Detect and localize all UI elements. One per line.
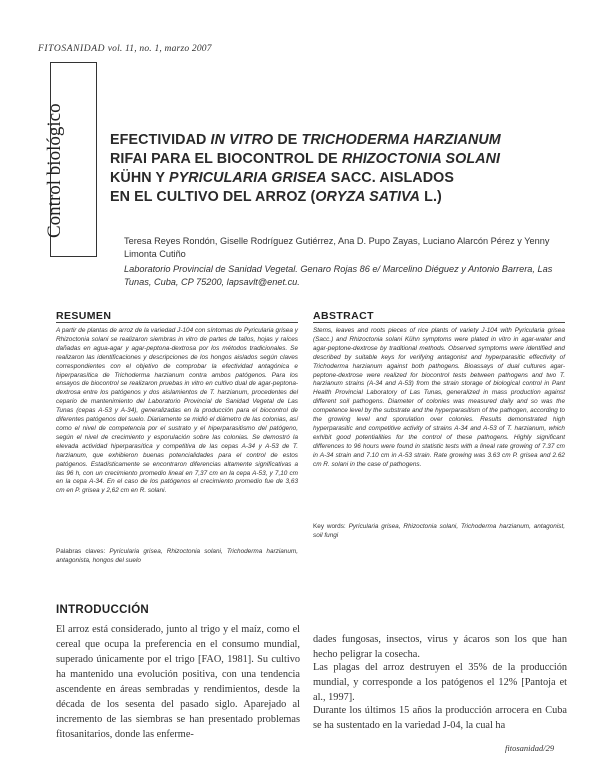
journal-name: FITOSANIDAD xyxy=(38,44,106,54)
title-line-4: EN EL CULTIVO DEL ARROZ (ORYZA SATIVA L.) xyxy=(110,189,442,205)
section-label: Control biológico xyxy=(44,103,65,238)
resumen-heading: RESUMEN xyxy=(56,310,112,322)
journal-header xyxy=(38,44,212,54)
introduccion-paragraph-2: dades fungosas, insectos, virus y ácaros son los que han hecho peligrar la cosecha. xyxy=(313,634,567,660)
resumen-body: A partir de plantas de arroz de la variedad J-104 con síntomas de Pyricularia grisea y Rhizoctonia solani se realizaron siembras in vitro de partes de tallos, hojas y raíces dañadas en agua-agar y agar-peptona-dextrosa por los métodos tradicionales. Se realizaron las identificaciones y descripciones de los hongos aislados según claves correspondientes con el objetivo de comprobar la efectividad antagónica e hiperparasítica de Trichoderma harzianum contra ambos patógenos. Para los ensayos de biocontrol se realizaron pruebas in vitro en cultivo dual de agar-peptona-dextrosa entre los patógenos y dos aislamientos de T. harzianum, procedentes del cepario de mantenimiento del Laboratorio Provincial de Sanidad Vegetal de Las Tunas (cepas A-53 y A-34), generalizadas en la producción para el biocontrol de diferentes patógenos del suelo. Diariamente se midió el diámetro de las colonias, así como el nivel de competencia por el sustrato y el hiperparasitismo del patógeno, según el nivel de crecimiento y esporulación sobre las colonias. Se demostró la elevada actividad hiperparasítica y competitiva de las cepas A-34 y A-53 de T. harzianum, que exhibieron buenas potencialidades para el control de estos patógenos. Estadísticamente se encontraron diferencias altamente significativas a las 96 h, con un crecimiento promedio lineal en 7,37 cm en la cepa A-53, y 7,10 cm en la cepa A-34. En el caso de los patógenos el crecimiento promedio fue de 3,63 cm en P. grisea y 2,62 cm en R. solani. xyxy=(56,327,298,495)
abstract-keywords-values: Pyricularia grisea, Rhizoctonia solani, Trichoderma harzianum, antagonist, soil fungi xyxy=(313,523,565,539)
title-line-1: EFECTIVIDAD IN VITRO DE TRICHODERMA HARZIANUM xyxy=(110,132,501,148)
author-list: Teresa Reyes Rondón, Giselle Rodríguez Gutiérrez, Ana D. Pupo Zayas, Luciano Alarcón Pérez y Yenny Limonta Cutiño xyxy=(124,236,550,259)
abstract-keywords xyxy=(313,523,565,541)
abstract-keywords-label: Key words: xyxy=(313,523,349,530)
article-title xyxy=(110,131,550,207)
abstract-heading: ABSTRACT xyxy=(313,310,374,322)
resumen-keywords-label: Palabras claves: xyxy=(56,548,110,555)
journal-issue: vol. 11, no. 1, marzo 2007 xyxy=(105,44,212,54)
author-affiliation: Laboratorio Provincial de Sanidad Vegetal. Genaro Rojas 86 e/ Marcelino Diéguez y Antonio Barrera, Las Tunas, Cuba, CP 75200, lapsavlt@enet.cu. xyxy=(124,264,553,287)
introduccion-paragraph-4: Durante los últimos 15 años la producción arrocera en Cuba se ha sustentado en la variedad J-04, la cual ha xyxy=(313,705,567,731)
resumen-divider xyxy=(56,322,298,323)
page-number: fitosanidad/29 xyxy=(505,743,555,753)
abstract-divider xyxy=(313,322,565,323)
resumen-keywords xyxy=(56,548,298,566)
title-line-2: RIFAI PARA EL BIOCONTROL DE RHIZOCTONIA SOLANI xyxy=(110,151,501,167)
abstract-body: Stems, leaves and roots pieces of rice plants of variety J-104 with Pyricularia grisea (Sacc.) and Rhizoctonia solani Kühn symptoms were plated in vitro in agar-water and agar-peptone-dextrose by traditional methods. Observed symptoms were identified and described by suitable keys for verifying antagonist and hyperparasitic effectivity of Trichoderma harzianum against both pathogens. Bioassays of dual cultures agar-peptone-dextrose were realized for biocontrol tests between pathogens and two T. harzianum strains (A-34 and A-53) from the strain storage of biological control in Pant Health Provincial Laboratory of Las Tunas, generalized in mass production against different soil pathogens. Diameter of colonies was measured daily and so was the competence level by the substrate and the hyperparasitism of the pathogen, according to the growing level and sporulation over colonies. Results demonstrated high hyperparasitic and competitive activity of strains A-34 and A-53 of T. harzianum, which exhibit good potentialities for the control of these pathogens. Highly significant differences to 96 hours were found in statistic tests with a lineal rate growing of 7.37 cm in A-34 strain and 7.10 cm in A-53 strain. Rate growing was 3.63 cm P. grisea and 2.62 cm R. solani in the case of pathogens. xyxy=(313,327,565,468)
introduccion-heading: INTRODUCCIÓN xyxy=(56,604,150,616)
title-line-3: KÜHN Y PYRICULARIA GRISEA SACC. AISLADOS xyxy=(110,170,455,186)
introduccion-paragraph-3: Las plagas del arroz destruyen el 35% de la producción mundial, y corresponde a los patógenos el 12% [Pantoja et al., 1997]. xyxy=(313,662,567,703)
introduccion-paragraph-1: El arroz está considerado, junto al trigo y el maíz, como el cereal que ocupa la preferencia en el consumo mundial, superado únicamente por el trigo [FAO, 1981]. Su cultivo ha mantenido una evolución positiva, con una tendencia ascendente en áreas sembradas y rendimientos, desde la década de los sesenta del pasado siglo. Aparejado al incremento de las siembras se han presentado problemas fitosanitarios, donde las enferme- xyxy=(56,624,300,740)
resumen-keywords-values: Pyricularia grisea, Rhizoctonia solani, Trichoderma harzianum, antagonista, hongos del suelo xyxy=(56,548,298,564)
